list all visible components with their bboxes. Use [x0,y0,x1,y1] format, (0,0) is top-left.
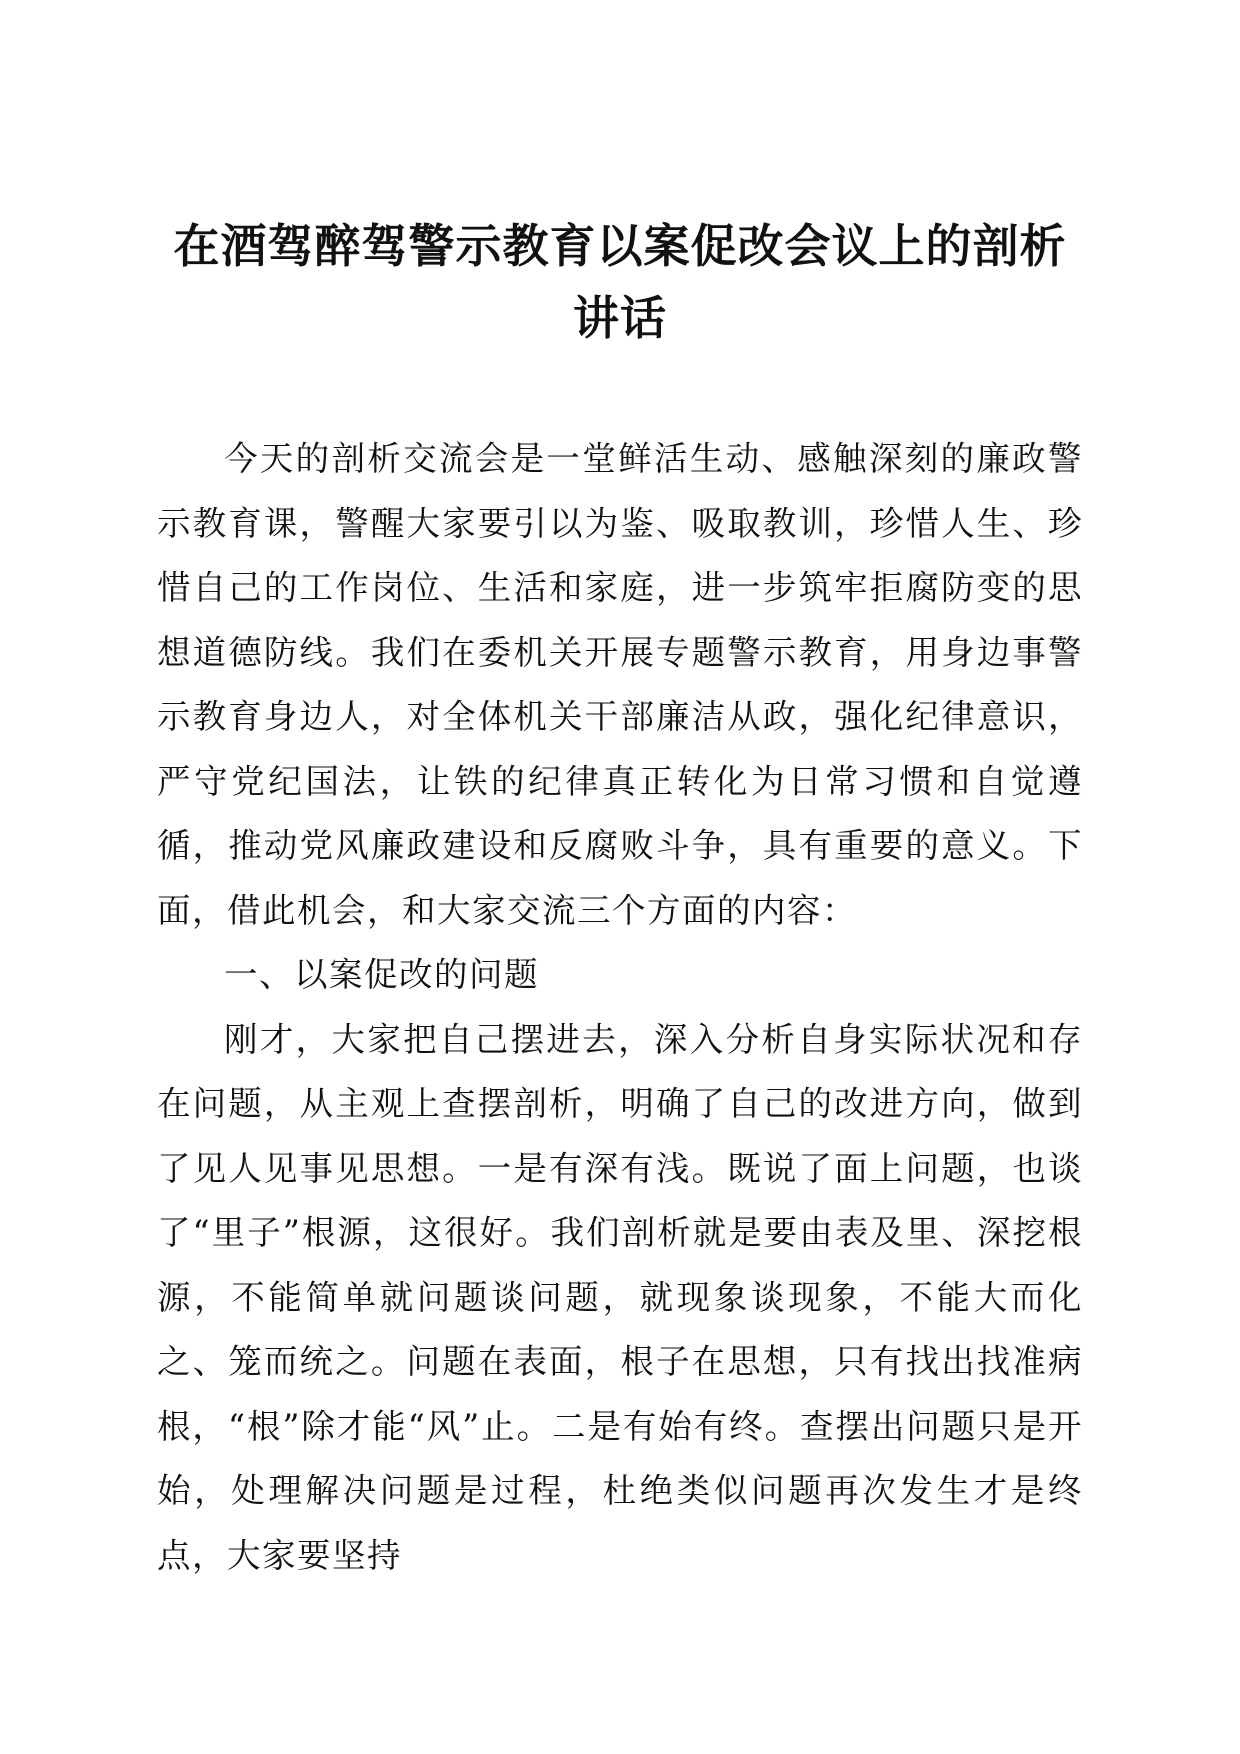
document-title: 在酒驾醉驾警示教育以案促改会议上的剖析讲话 [173,219,1067,345]
section-heading: 一、以案促改的问题 [224,955,539,994]
document-page [157,210,1083,1588]
section-paragraph: 刚才，大家把自己摆进去，深入分析自身实际状况和存在问题，从主观上查摆剖析，明确了自己的改进方向，做到了见人见事见思想。一是有深有浅。既说了面上问题，也谈了“里子”根源，这很好。我们剖析就是要由表及里、深挖根源，不能简单就问题谈问题，就现象谈现象，不能大而化之、笼而统之。问题在表面，根子在思想，只有找出找准病根，“根”除才能“风”止。二是有始有终。查摆出问题只是开始，处理解决问题是过程，杜绝类似问题再次发生才是终点，大家要坚持 [157,1019,1083,1575]
intro-paragraph: 今天的剖析交流会是一堂鲜活生动、感触深刻的廉政警示教育课，警醒大家要引以为鉴、吸取教训，珍惜人生、珍惜自己的工作岗位、生活和家庭，进一步筑牢拒腐防变的思想道德防线。我们在委机关开展专题警示教育，用身边事警示教育身边人，对全体机关干部廉洁从政，强化纪律意识，严守党纪国法，让铁的纪律真正转化为日常习惯和自觉遵循，推动党风廉政建设和反腐败斗争，具有重要的意义。下面，借此机会，和大家交流三个方面的内容： [157,439,1083,930]
document-body [157,427,1083,1588]
